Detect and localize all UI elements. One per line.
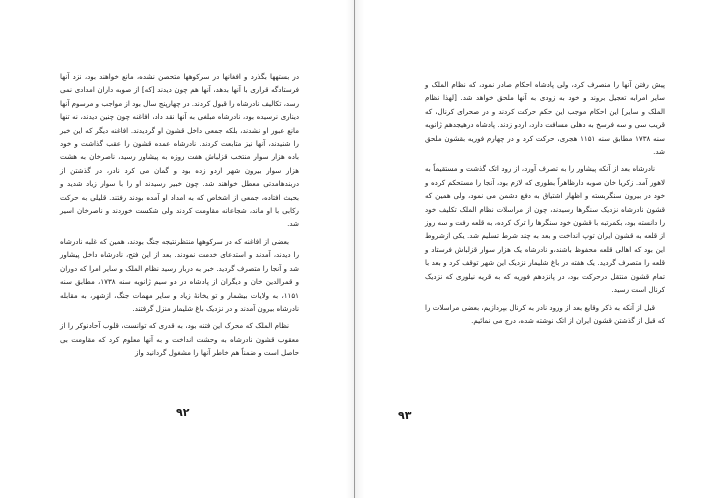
left-page-text — [60, 70, 299, 360]
right-paragraph-3: قبل از آنکه به ذکر وقایع بعد از ورود نادر به کرنال بپردازیم، بعضی مراسلات را که قبل از گذشتن قشون ایران از اتک نوشته شده، درج می نمائیم. — [425, 302, 665, 325]
left-page — [0, 0, 354, 498]
right-page-number: ۹۳ — [398, 409, 412, 422]
left-paragraph-1: در بستهها بگذرد و افغانها در سرکوهها متحصن نشده، مانع خواهند بود، نزد آنها فرستادگه قراری با آنها بدهد، آنها هم چون دیدند [که] از صوبه داران امدادی نمی رسد، تکالیف نادرشاه را قبول کردند. در چهارپنج سال بود از مواجب و مرسوم آنها دیناری نرسیده بود، نادرشاه مبلغی به آنها نقد داد، افاغنه چون چنین دیدند، نه تنها مانع عبور او نشدند، بلکه جمعی داخل قشون او گردیدند. افاغنه دیگر که این خبر را شنیدند، آنها نیز متابعت کردند. نادرشاه عمده قشون را عقب گذاشت و خود باده هزار سوار منتخب قزلباش هفت روزه به پیشاور رسید، ناصرخان به هشت هزار سوار بیرون شهر اردو زده بود و گمان می کرد نادر، در گذشتن از دربندهامدتی معطل خواهند شد. چون خبیر رسیدند او را با سوار زیاد شدید و بحبث افتاده، جمعی از اشخاص که به امداد او آمده بودند رفتند. قلیلی به حرکت رکابی با او ماند، شجاعانه مقاومت کردند ولی شکست خوردند و ناصرخان اسیر شد. — [60, 72, 299, 229]
left-paragraph-2: بعضی از افاغنه که در سرکوهها منتظرنتیجه جنگ بودند، همین که غلبه نادرشاه را دیدند، آمدند و استدعای خدمت نمودند. بعد از این فتح، نادرشاه داخل پیشاور شد و آنجا را متصرف گردید. خبر به دربار رسید نظام الملک و سایر امرا که دوران و قمرالدین خان و دیگران از پادشاه در دو سیم ژانویه سنه ۱۷۳۸، مطابق سنه ۱۱۵۱، به ولایات بیشمار و تو یخانهٔ زیاد و سایر مهمات جنگ، ازشهر، به مقابله نادرشاه بیرون آمدند و در نزدیک باغ شلیمار منزل گرفتند. — [60, 236, 299, 313]
right-page-text — [425, 78, 665, 327]
left-page-number: ۹۲ — [176, 406, 190, 419]
right-paragraph-1: پیش رفتن آنها را منصرف کرد، ولی پادشاه احکام صادر نمود، که نظام الملک و سایر امرابه تعجیل بروند و خود به زودی به آنها ملحق خواهد شد. [لهذا نظام الملک و سایر] این احکام موجب این حکم حرکت کردند و در صحرای کرنال، که قریب سی و سه فرسخ به دهلی مسافت دارد، اردو زدند. پادشاه درهیجدهم ژانویه سنه ۱۷۳۸ مطابق سنه ۱۱۵۱ هجری، حرکت کرد و در چهارم فوریه بقشون ملحق شد. — [425, 80, 665, 157]
right-paragraph-2: نادرشاه بعد از آنکه پیشاور را به تصرف آورد، از رود اتک گذشت و مستقیماً به لاهور آمد. زکریا خان صوبه دارظاهراً بطوری که لازم بود، آنجا را مستحکم کرده و خود در بیرون سنگربسته و اظهار اشتیاق به دفع دشمن می نمود، ولی همین که قشون نادرشاه نزدیک سنگرها رسیدند، چون از مراسلات نظام الملک تکلیف خود را دانسته بود، بکمرتبه با قشون خود سنگرها را ترک کرده، به قلعه رفت و سه روز از قلعه به قشون ایران توپ انداخت و بعد به چند شرط تسلیم شد. یکی ازشروط این بود که اهالی قلعه محفوظ باشند،و نادرشاه یک هزار سوار قزلباش فرستاد و قلعه را متصرف گردید. یک هفته در باغ شلیمار نزدیک این شهر توقف کرد و بعد با تمام قشون منتقل درحرکت بود، در پانزدهم فوریه که به قریه نیلوری که نزدیک کرنال است رسید. — [425, 164, 665, 295]
left-paragraph-3: نظام الملک که محرک این فتنه بود، به قدری که توانست، قلوب آحادنوکر را از معقوب قشون نادرشاه به وحشت انداخت و به آنها معلوم کرد که مقاومت بی حاصل است و ضمناً هم خاطر آنها را مشغول گردانید واز — [60, 321, 299, 358]
right-page — [355, 0, 709, 498]
